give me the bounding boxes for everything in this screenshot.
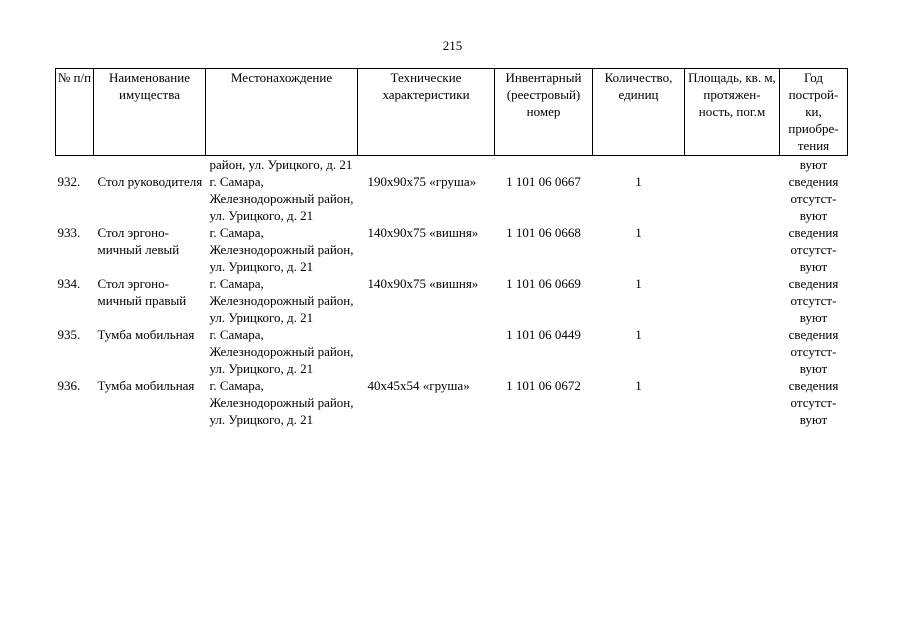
page-number: 215 <box>442 38 463 53</box>
cell-location: район, ул. Урицкого, д. 21 <box>209 157 353 172</box>
cell-inventory: 1 101 06 0669 <box>506 276 581 291</box>
cell-tech: 40x45x54 «груша» <box>367 378 470 393</box>
cell-name: Тумба мобильная <box>97 327 195 342</box>
cell-location: г. Самара, Железнодорожный район, ул. Урицкого, д. 21 <box>209 378 354 427</box>
cell-inventory: 1 101 06 0672 <box>506 378 581 393</box>
cell-area <box>685 377 780 428</box>
cell-location: г. Самара, Железнодорожный район, ул. Урицкого, д. 21 <box>209 276 354 325</box>
cell-tech: 140x90x75 «вишня» <box>367 276 479 291</box>
cell-quantity: 1 <box>635 225 642 240</box>
table-row <box>56 224 848 275</box>
cell-year: сведения отсутст- вуют <box>788 225 839 274</box>
table-header-row <box>56 69 848 156</box>
cell-name: Стол эргоно- мичный левый <box>97 225 180 257</box>
cell-year: вуют <box>799 157 828 172</box>
cell-name: Тумба мобильная <box>97 378 195 393</box>
cell-location: г. Самара, Железнодорожный район, ул. Урицкого, д. 21 <box>209 225 354 274</box>
header-location: Местонахождение <box>206 69 358 156</box>
cell-quantity: 1 <box>635 327 642 342</box>
cell-num: 935. <box>57 327 81 342</box>
header-num: № п/п <box>56 69 94 156</box>
header-tech: Технические характеристики <box>358 69 495 156</box>
cell-year: сведения отсутст- вуют <box>788 378 839 427</box>
cell-quantity: 1 <box>635 276 642 291</box>
cell-area <box>685 275 780 326</box>
cell-area <box>685 173 780 224</box>
header-name: Наименование имущества <box>94 69 206 156</box>
table-row <box>56 173 848 224</box>
table-row <box>56 275 848 326</box>
cell-inventory: 1 101 06 0667 <box>506 174 581 189</box>
cell-year: сведения отсутст- вуют <box>788 276 839 325</box>
header-area: Площадь, кв. м, протяжен- ность, пог.м <box>685 69 780 156</box>
cell-name: Стол эргоно- мичный правый <box>97 276 187 308</box>
cell-tech: 190x90x75 «груша» <box>367 174 477 189</box>
cell-area <box>685 326 780 377</box>
header-year: Год построй- ки, приобре- тения <box>780 69 848 156</box>
cell-area <box>685 224 780 275</box>
cell-quantity: 1 <box>635 378 642 393</box>
cell-name: Стол руководителя <box>97 174 203 189</box>
cell-inventory: 1 101 06 0449 <box>506 327 581 342</box>
cell-num: 933. <box>57 225 81 240</box>
cell-quantity: 1 <box>635 174 642 189</box>
cell-num: 932. <box>57 174 81 189</box>
cell-location: г. Самара, Железнодорожный район, ул. Урицкого, д. 21 <box>209 327 354 376</box>
cell-tech <box>358 326 495 377</box>
cell-num: 934. <box>57 276 81 291</box>
continuation-row <box>56 156 848 174</box>
header-quantity: Количество, единиц <box>593 69 685 156</box>
property-table <box>55 68 848 428</box>
cell-year: сведения отсутст- вуют <box>788 327 839 376</box>
cell-inventory: 1 101 06 0668 <box>506 225 581 240</box>
table-row <box>56 377 848 428</box>
cell-location: г. Самара, Железнодорожный район, ул. Урицкого, д. 21 <box>209 174 354 223</box>
table-row <box>56 326 848 377</box>
header-inventory: Инвентарный (реестровый) номер <box>495 69 593 156</box>
cell-tech: 140x90x75 «вишня» <box>367 225 479 240</box>
cell-year: сведения отсутст- вуют <box>788 174 839 223</box>
cell-num: 936. <box>57 378 81 393</box>
